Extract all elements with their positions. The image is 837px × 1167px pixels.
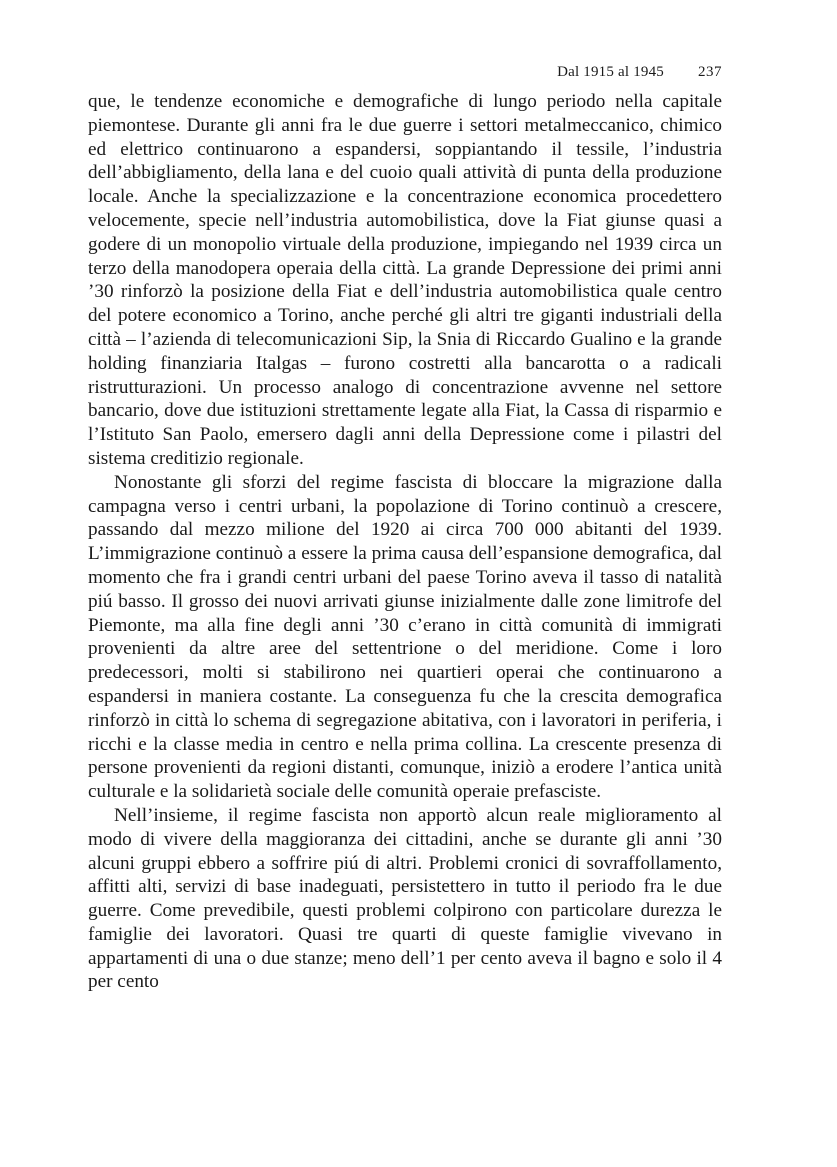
page-number: 237 [698, 64, 722, 80]
paragraph-living-conditions: Nell’insieme, il regime fascista non apportò alcun reale miglioramento al modo di vivere della maggioranza dei cittadini, anche se durante gli anni ’30 alcuni gruppi ebbero a soffrire piú di altri. Problemi cronici di sovraffollamento, affitti alti, servizi di base inadeguati, persistettero in tutto il periodo fra le due guerre. Come prevedibile, questi problemi colpirono con particolare durezza le famiglie dei lavoratori. Quasi tre quarti di queste famiglie vivevano in appartamenti di una o due stanze; meno dell’1 per cento aveva il bagno e solo il 4 per cento [88, 804, 722, 993]
running-head [88, 64, 722, 86]
paragraph-continuation: que, le tendenze economiche e demografiche di lungo periodo nella capitale piemontese. Durante gli anni fra le due guerre i settori metalmeccanico, chimico ed elettrico continuarono a espandersi, soppiantando il tessile, l’industria dell’abbigliamento, della lana e del cuoio quali attività di punta della produzione locale. Anche la specializzazione e la concentrazione economica procedettero velocemente, specie nell’industria automobilistica, dove la Fiat giunse quasi a godere di un monopolio virtuale della produzione, impiegando nel 1939 circa un terzo della manodopera operaia della città. La grande Depressione dei primi anni ’30 rinforzò la posizione della Fiat e dell’industria automobilistica quale centro del potere economico a Torino, anche perché gli altri tre giganti industriali della città – l’azienda di telecomunicazioni Sip, la Snia di Riccardo Gualino e la grande holding finanziaria Italgas – furono costretti alla bancarotta o a radicali ristrutturazioni. Un processo analogo di concentrazione avvenne nel settore bancario, dove due istituzioni strettamente legate alla Fiat, la Cassa di risparmio e l’Istituto San Paolo, emersero dagli anni della Depressione come i pilastri del sistema creditizio regionale. [88, 91, 722, 469]
running-head-title: Dal 1915 al 1945 [557, 64, 664, 80]
book-page [88, 64, 722, 994]
paragraph-population: Nonostante gli sforzi del regime fascista di bloccare la migrazione dalla campagna verso i centri urbani, la popolazione di Torino continuò a crescere, passando dal mezzo milione del 1920 ai circa 700 000 abitanti del 1939. L’immigrazione continuò a essere la prima causa dell’espansione demografica, dal momento che fra i grandi centri urbani del paese Torino aveva il tasso di natalità piú basso. Il grosso dei nuovi arrivati giunse inizialmente dalle zone limitrofe del Piemonte, ma alla fine degli anni ’30 c’erano in città comunità di immigrati provenienti da altre aree del settentrione o del meridione. Come i loro predecessori, molti si stabilirono nei quartieri operai che continuarono a espandersi in maniera costante. La conseguenza fu che la crescita demografica rinforzò in città lo schema di segregazione abitativa, con i lavoratori in periferia, i ricchi e la classe media in centro e nella prima collina. La crescente presenza di persone provenienti da regioni distanti, comunque, iniziò a erodere l’antica unità culturale e la solidarietà sociale delle comunità operaie prefasciste. [88, 471, 722, 803]
